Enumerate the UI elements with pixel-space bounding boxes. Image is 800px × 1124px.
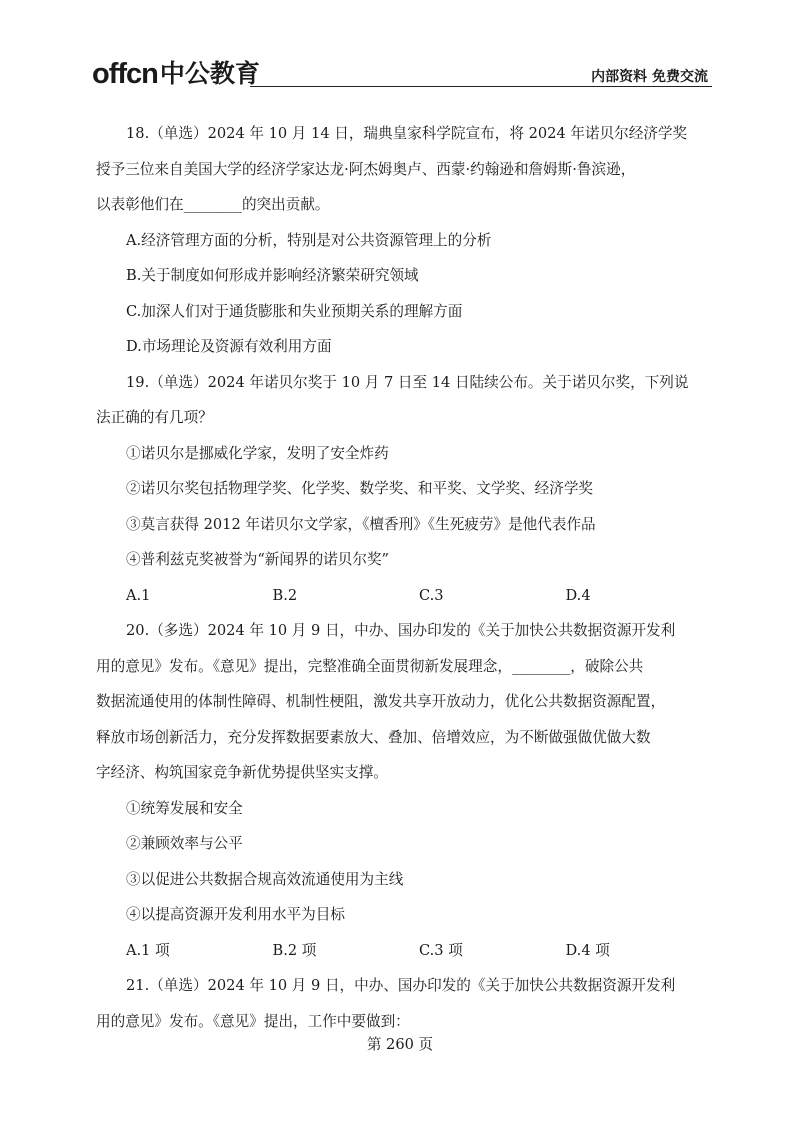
offcn-logo [92, 58, 260, 88]
question-19-line: 法正确的有几项？ [96, 409, 213, 426]
question-19-option-b: B.2 [272, 586, 298, 604]
question-19-line: 19.（单选）2024 年诺贝尔奖于 10 月 7 日至 14 日陆续公布。关于诺贝尔奖，下列说 [126, 373, 689, 391]
question-21-line: 21.（单选）2024 年 10 月 9 日，中办、国办印发的《关于加快公共数据资源开发利 [126, 977, 676, 994]
question-20-item-4: ④以提高资源开发利用水平为目标 [126, 906, 345, 923]
question-20-options [96, 933, 712, 969]
logo-chinese-text: 中公教育 [159, 59, 260, 88]
question-20-option-a: A.1 项 [126, 941, 170, 959]
question-18-option-b: B.关于制度如何形成并影响经济繁荣研究领域 [126, 267, 419, 284]
question-20-line: 释放市场创新活力，充分发挥数据要素放大、叠加、倍增效应，为不断做强做优做大数 [96, 728, 651, 746]
question-20-line: 20.（多选）2024 年 10 月 9 日，中办、国办印发的《关于加快公共数据资源开发利 [126, 622, 676, 639]
question-19-item-2: ②诺贝尔奖包括物理学奖、化学奖、数学奖、和平奖、文学奖、经济学奖 [126, 480, 594, 497]
question-20-line: 用的意见》发布。《意见》提出，完整准确全面贯彻新发展理念，________，破除公共 [96, 657, 644, 675]
question-18-option-d: D.市场理论及资源有效利用方面 [126, 338, 332, 355]
question-20-item-1: ①统筹发展和安全 [126, 799, 243, 817]
question-18-line: 以表彰他们在________的突出贡献。 [96, 196, 330, 213]
question-18-option-c: C.加深人们对于通货膨胀和失业预期关系的理解方面 [126, 302, 463, 320]
page-number: 第 260 页 [366, 1036, 434, 1053]
question-20-option-c: C.3 项 [419, 941, 463, 959]
logo-english-text: offcn [92, 58, 158, 90]
question-18-line: 18.（单选）2024 年 10 月 14 日，瑞典皇家科学院宣布，将 2024 年诺贝尔经济学奖 [126, 125, 688, 142]
page-content [96, 116, 712, 1039]
question-21-line: 用的意见》发布。《意见》提出，工作中要做到： [96, 1012, 410, 1030]
question-18-line: 授予三位来自美国大学的经济学家达龙·阿杰姆奥卢、西蒙·约翰逊和詹姆斯·鲁滨逊， [96, 160, 636, 178]
header-tag: 内部资料 免费交流 [591, 69, 708, 85]
question-20-item-2: ②兼顾效率与公平 [126, 835, 243, 852]
page-header [92, 58, 712, 92]
question-19-options [96, 578, 712, 614]
question-18-option-a: A.经济管理方面的分析，特别是对公共资源管理上的分析 [126, 231, 492, 249]
question-19-option-a: A.1 [126, 586, 151, 604]
question-20-option-b: B.2 项 [272, 941, 317, 959]
question-20-line: 字经济、构筑国家竞争新优势提供坚实支撑。 [96, 764, 388, 781]
question-19-option-c: C.3 [419, 586, 444, 604]
question-20-line: 数据流通使用的体制性障碍、机制性梗阻，激发共享开放动力，优化公共数据资源配置， [96, 693, 666, 710]
question-20-item-3: ③以促进公共数据合规高效流通使用为主线 [126, 870, 404, 888]
question-20-option-d: D.4 项 [565, 941, 610, 959]
header-rule [250, 86, 712, 87]
question-19-item-3: ③莫言获得 2012 年诺贝尔文学家，《檀香刑》《生死疲劳》是他代表作品 [126, 515, 596, 533]
question-19-item-4: ④普利兹克奖被誉为“新闻界的诺贝尔奖” [126, 551, 390, 568]
question-19-option-d: D.4 [565, 586, 591, 604]
question-19-item-1: ①诺贝尔是挪威化学家，发明了安全炸药 [126, 444, 389, 462]
